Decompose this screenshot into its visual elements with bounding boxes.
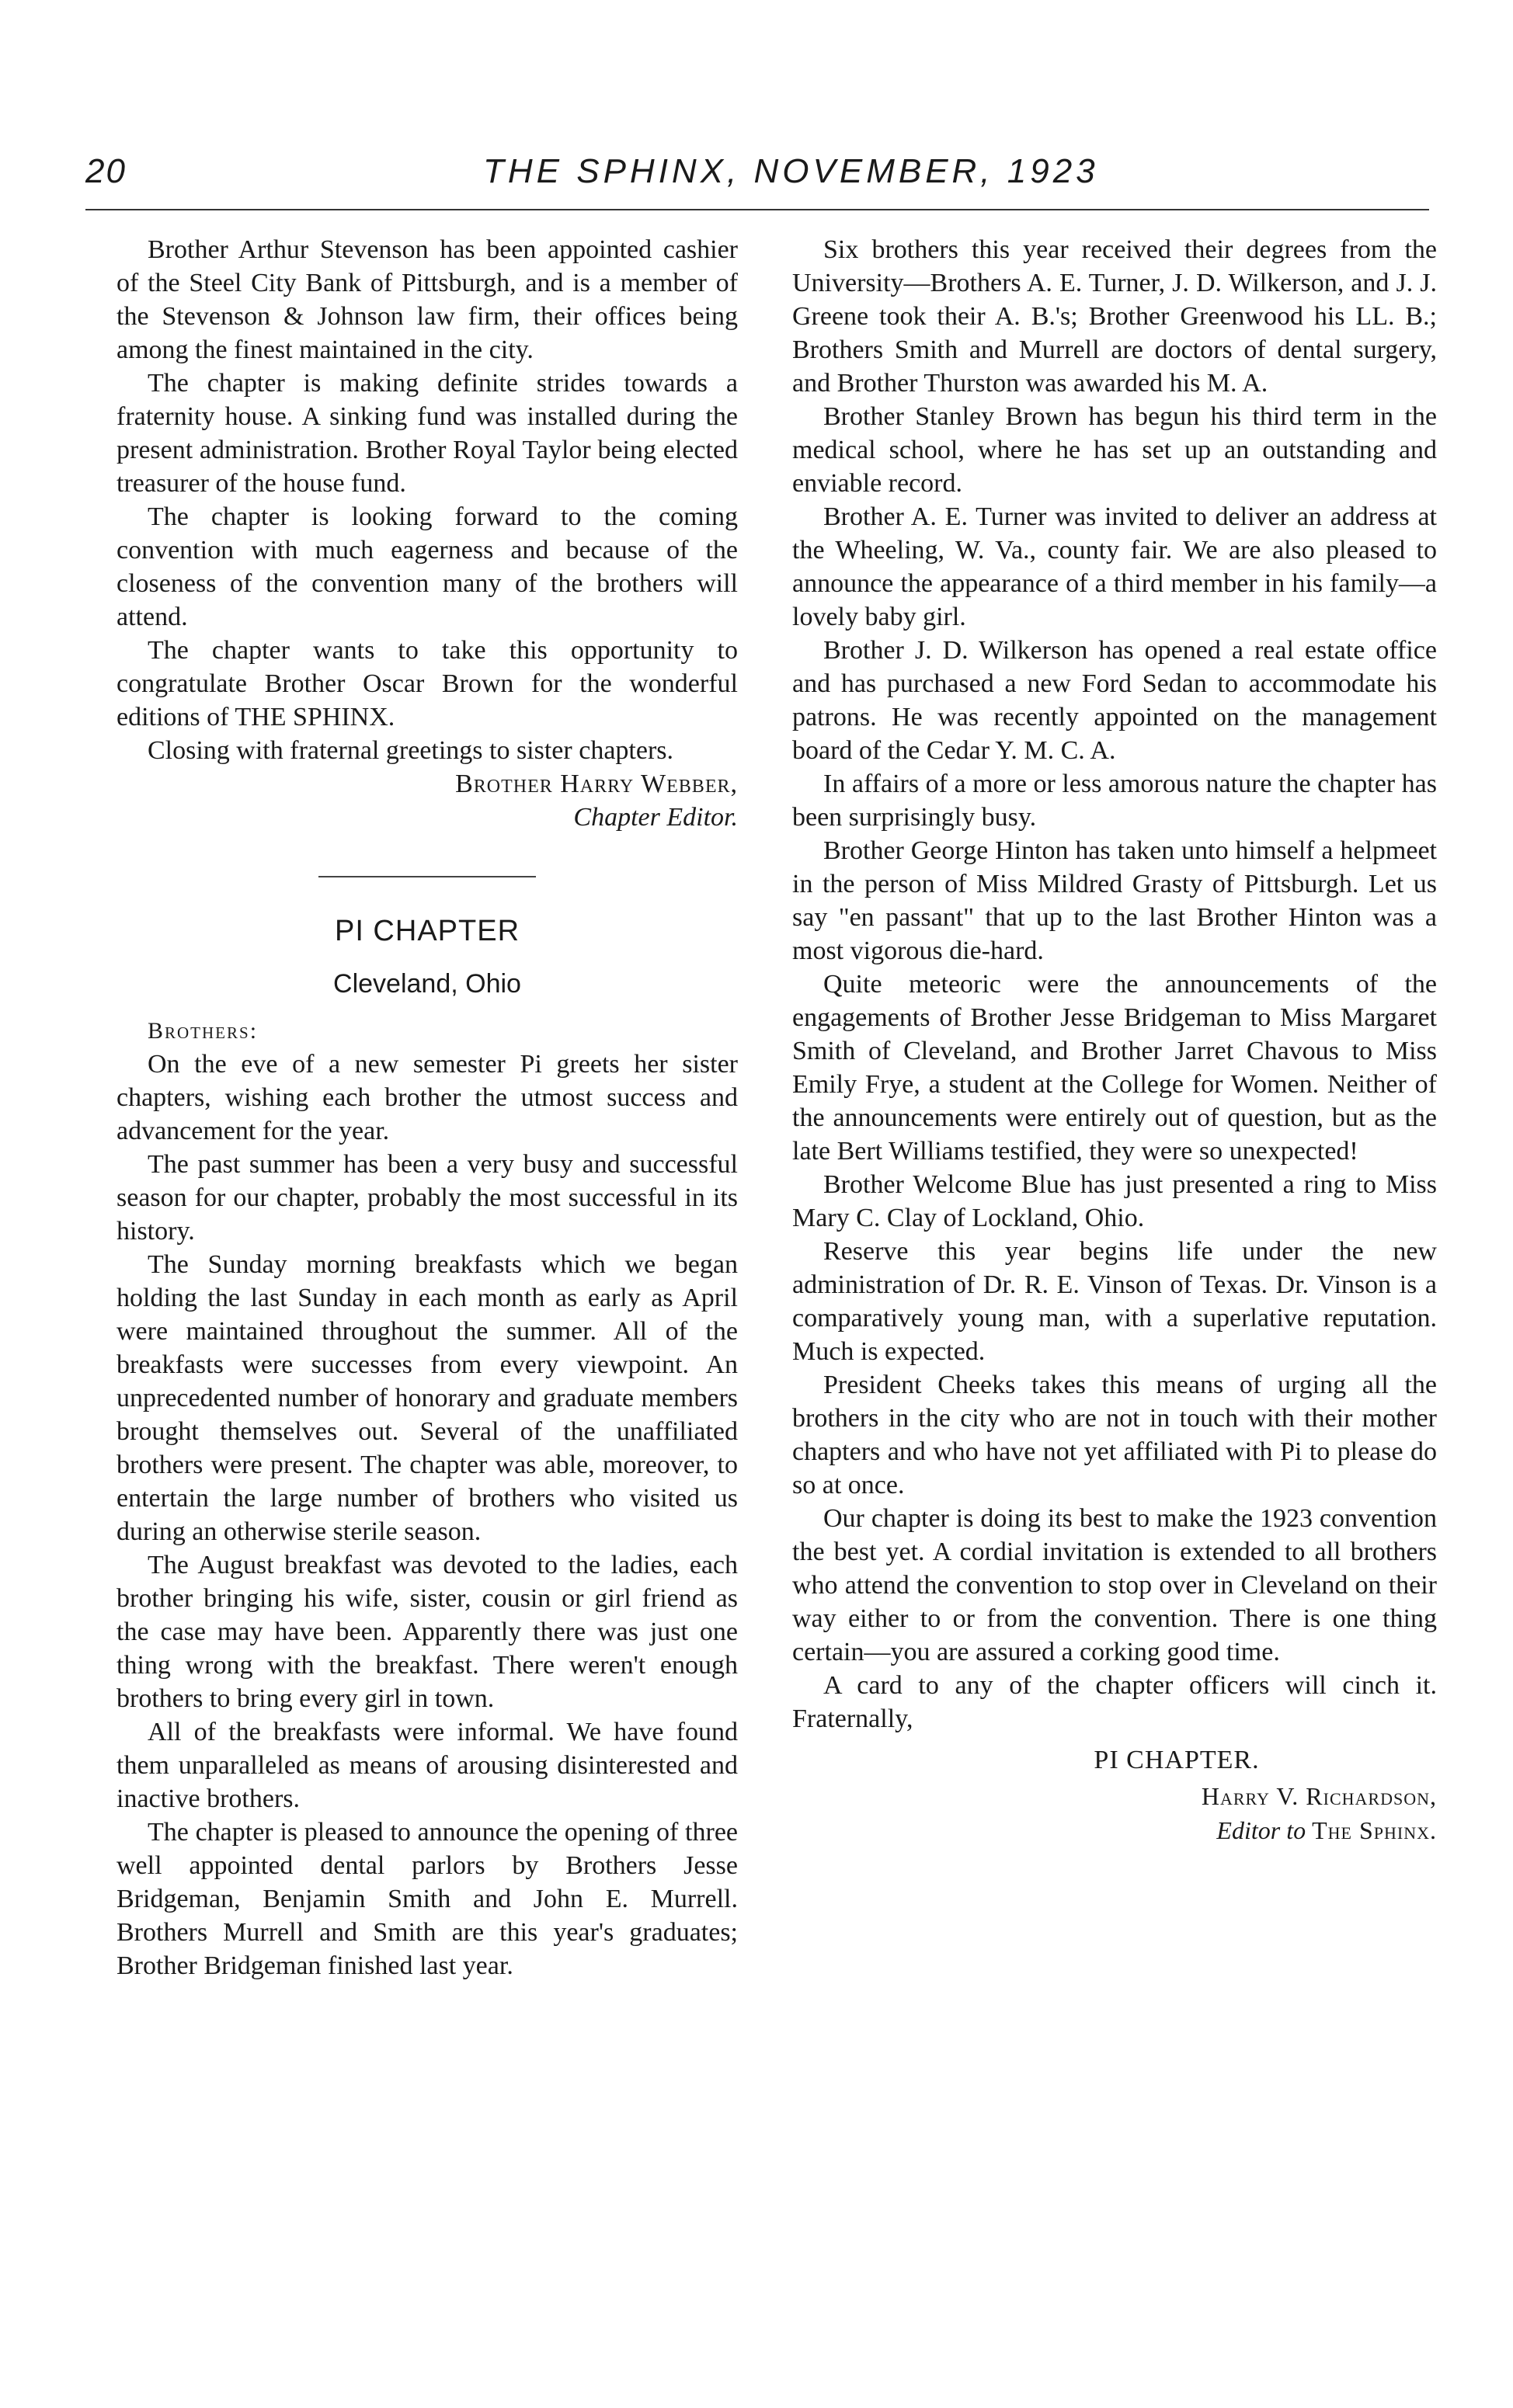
paragraph: The chapter wants to take this opportunity to congratulate Brother Oscar Brown for the wonderful editions of THE SPHINX.	[117, 636, 738, 731]
paragraph: Brother Stanley Brown has begun his third term in the medical school, where he has set up an outstanding and enviable record.	[792, 402, 1437, 498]
closing-title-prefix: Editor to	[1216, 1816, 1306, 1844]
paragraph: On the eve of a new semester Pi greets her sister chapters, wishing each brother the utmost success and advancement for the year.	[117, 1050, 738, 1145]
paragraph: Six brothers this year received their degrees from the University—Brothers A. E. Turner, J. D. Wilkerson, and J. J. Greene took their A. B.'s; Brother Greenwood his LL. B.; Brothers Smith and Murrell are doctors of dental surgery, and Brother Thurston was awarded his M. A.	[792, 235, 1437, 398]
paragraph: Brother A. E. Turner was invited to deliver an address at the Wheeling, W. Va., county fair. We are also pleased to announce the appearance of a third member in his family—a lovely baby girl.	[792, 502, 1437, 631]
paragraph: All of the breakfasts were informal. We have found them unparalleled as means of arousing disinterested and inactive brothers.	[117, 1718, 738, 1813]
paragraph: Brother George Hinton has taken unto himself a helpmeet in the person of Miss Mildred Grasty of Pittsburgh. Let us say "en passant" that up to the last Brother Hinton was a most vigorous die-hard.	[792, 836, 1437, 965]
paragraph: The past summer has been a very busy and successful season for our chapter, probably the most successful in its history.	[117, 1150, 738, 1246]
paragraph: Reserve this year begins life under the new administration of Dr. R. E. Vinson of Texas. Dr. Vinson is a comparatively young man, with a superlative reputation. Much is expected.	[792, 1237, 1437, 1366]
paragraph: President Cheeks takes this means of urging all the brothers in the city who are not in touch with their mother chapters and who have not yet affiliated with Pi to please do so at once.	[792, 1371, 1437, 1499]
page-number: 20	[85, 152, 127, 190]
paragraph: The chapter is pleased to announce the opening of three well appointed dental parlors by Brothers Jesse Bridgeman, Benjamin Smith and John E. Murrell. Brothers Murrell and Smith are this year's graduates; Brother Bridgeman finished last year.	[117, 1818, 738, 1980]
closing-chapter: PI CHAPTER.	[1094, 1746, 1260, 1774]
closing-title	[792, 1813, 1437, 1847]
salutation: Brothers:	[148, 1018, 259, 1044]
signature-title: Chapter Editor.	[573, 803, 738, 832]
paragraph: Our chapter is doing its best to make the 1923 convention the best yet. A cordial invitation is extended to all brothers who attend the convention to stop over in Cleveland on their way either to or from the convention. There is one thing certain—you are assured a corking good time.	[792, 1504, 1437, 1666]
closing-name: Harry V. Richardson,	[1201, 1782, 1437, 1810]
left-column	[117, 233, 738, 1982]
section-divider	[318, 876, 536, 877]
section-heading: PI CHAPTER	[334, 915, 520, 947]
paragraph: The chapter is making definite strides towards a fraternity house. A sinking fund was installed during the present administration. Brother Royal Taylor being elected treasurer of the house fund.	[117, 369, 738, 498]
paragraph: The August breakfast was devoted to the ladies, each brother bringing his wife, sister, cousin or girl friend as the case may have been. Apparently there was just one thing wrong with the breakfast. There weren't enough brothers to bring every girl in town.	[117, 1551, 738, 1713]
section-subheading: Cleveland, Ohio	[333, 969, 521, 999]
paragraph: Brother Arthur Stevenson has been appointed cashier of the Steel City Bank of Pittsburgh, and is a member of the Stevenson & Johnson law firm, their offices being among the finest maintained in the city.	[117, 235, 738, 364]
page-header	[85, 152, 1429, 208]
paragraph: The chapter is looking forward to the coming convention with much eagerness and because of the closeness of the convention many of the brothers will attend.	[117, 502, 738, 631]
paragraph: Brother Welcome Blue has just presented a ring to Miss Mary C. Clay of Lockland, Ohio.	[792, 1170, 1437, 1232]
paragraph: Quite meteoric were the announcements of the engagements of Brother Jesse Bridgeman to Miss Margaret Smith of Cleveland, and Brother Jarret Chavous to Miss Emily Frye, a student at the College for Women. Neither of the announcements were entirely out of question, but as the late Bert Williams testified, they were so unexpected!	[792, 970, 1437, 1166]
paragraph: A card to any of the chapter officers will cinch it. Fraternally,	[792, 1671, 1437, 1733]
paragraph: In affairs of a more or less amorous nature the chapter has been surprisingly busy.	[792, 770, 1437, 832]
right-column	[792, 233, 1437, 1847]
running-title: THE SPHINX, NOVEMBER, 1923	[483, 152, 1099, 190]
paragraph: Closing with fraternal greetings to sister chapters.	[148, 736, 673, 765]
closing-title-magazine: The Sphinx.	[1312, 1816, 1437, 1844]
signature-name: Brother Harry Webber,	[455, 770, 738, 798]
paragraph: Brother J. D. Wilkerson has opened a real estate office and has purchased a new Ford Sedan to accommodate his patrons. He was recently appointed on the management board of the Cedar Y. M. C. A.	[792, 636, 1437, 765]
paragraph: The Sunday morning breakfasts which we began holding the last Sunday in each month as early as April were maintained throughout the summer. All of the breakfasts were successes from every viewpoint. An unprecedented number of honorary and graduate members brought themselves out. Several of the unaffiliated brothers were present. The chapter was able, moreover, to entertain the large number of brothers who visited us during an otherwise sterile season.	[117, 1250, 738, 1546]
header-rule	[85, 209, 1429, 210]
